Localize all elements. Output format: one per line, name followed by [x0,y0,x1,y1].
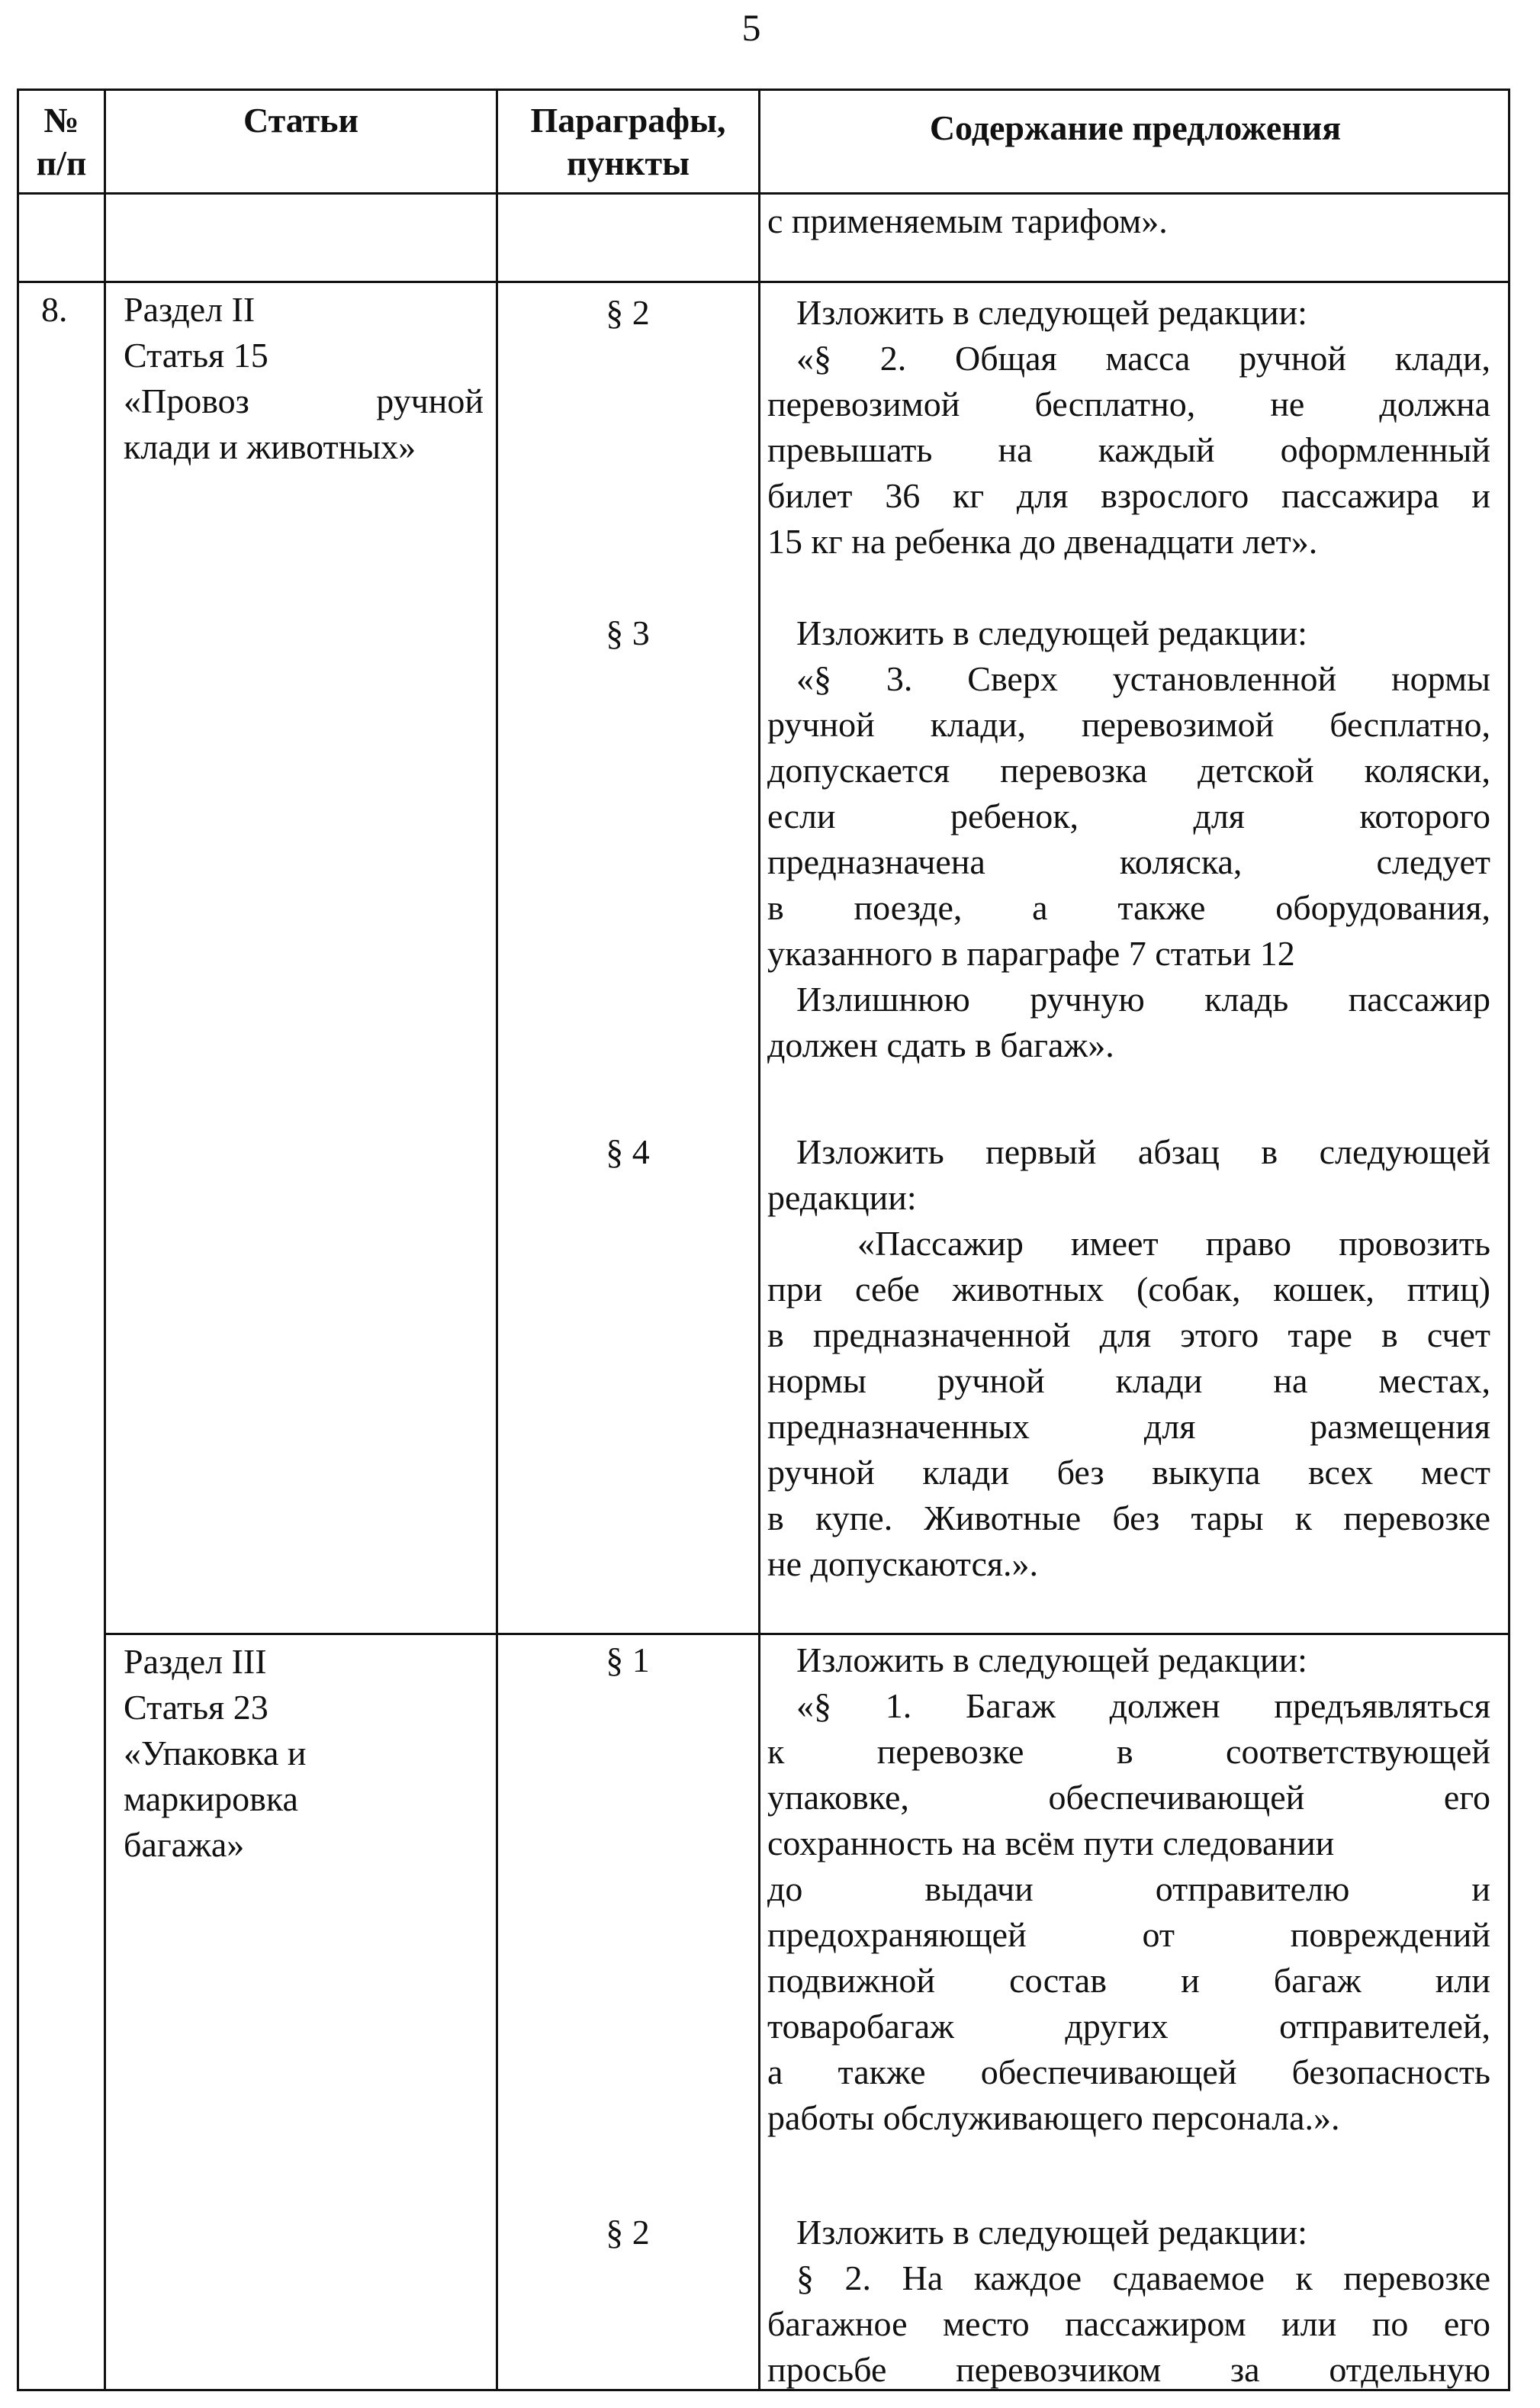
text-line: перевозимой бесплатно, не должна [767,385,1490,423]
column-divider-articles [496,89,498,2391]
article-15 [124,287,484,470]
proposal-text-art15-par3 [767,610,1490,1068]
article-23-line-2: Статья 23 [124,1688,268,1727]
text-line: Изложить в следующей редакции: [796,613,1307,652]
text-line: упаковке, обеспечивающей его [767,1778,1490,1817]
proposal-text-art15-par4 [767,1129,1490,1587]
header-paragraphs-line-1: Параграфы, [530,101,726,140]
header-articles-label: Статьи [243,101,358,140]
text-line: подвижной состав и багаж или [767,1961,1490,2000]
text-line: нормы ручной клади на местах, [767,1361,1490,1400]
proposal-text-art23-par2 [767,2210,1490,2393]
text-line: предназначена коляска, следует [767,842,1490,881]
page-number: 5 [741,6,761,49]
text-line: просьбе перевозчиком за отдельную [767,2350,1490,2389]
row-divider-8 [17,281,1510,283]
text-line: багажное место пассажиром или по его [767,2304,1490,2343]
article-23-line-5: багажа» [124,1825,245,1864]
paragraph-marker: § 1 [606,1640,650,1679]
header-articles [106,99,496,142]
text-line: ручной клади без выкупа всех мест [767,1453,1490,1492]
header-num-line-1: № [43,101,79,140]
text-line: 15 кг на ребенка до двенадцати лет». [767,522,1318,561]
article-15-line-1: Раздел II [124,290,256,329]
header-paragraphs-line-2: пункты [566,143,690,182]
header-content-label: Содержание предложения [929,108,1342,147]
text-line: превышать на каждый оформленный [767,430,1490,469]
text-line: ручной клади, перевозимой бесплатно, [767,705,1490,744]
paragraph-marker: § 2 [606,2213,650,2252]
article-23-line-4: маркировка [124,1779,298,1818]
text-line: товаробагаж других отправителей, [767,2007,1490,2046]
text-line: работы обслуживающего персонала.». [767,2098,1340,2137]
text-line: «§ 2. Общая масса ручной клади, [796,339,1490,378]
text-line: «Пассажир имеет право провозить [857,1224,1490,1263]
header-paragraphs [498,99,758,185]
text-line: редакции: [767,1178,917,1217]
article-15-line-2: Статья 15 [124,336,268,375]
column-divider-paragraphs [758,89,760,2391]
row-divider-article-23 [104,1633,1510,1635]
paragraph-marker: § 3 [606,613,650,652]
header-num [19,99,104,185]
text-line: Изложить в следующей редакции: [796,2213,1307,2252]
article-23 [124,1639,484,1868]
header-row-divider [17,192,1510,195]
text-line: предназначенных для размещения [767,1407,1490,1446]
text-line: в купе. Животные без тары к перевозке [767,1499,1490,1537]
text-line: к перевозке в соответствующей [767,1732,1490,1771]
text-line: а также обеспечивающей безопасность [767,2052,1490,2091]
text-line: Изложить в следующей редакции: [796,1640,1307,1679]
text-line: предохраняющей от повреждений [767,1915,1490,1954]
row-number: 8. [41,290,68,329]
proposal-text-art15-par2 [767,290,1490,565]
carry-over-text [767,198,1490,244]
header-num-line-2: п/п [36,143,87,182]
paragraph-marker: § 4 [606,1132,650,1171]
text-line: указанного в параграфе 7 статьи 12 [767,934,1295,973]
article-15-line-4: клади и животных» [124,427,416,466]
column-divider-num [104,89,106,2391]
text-line: при себе животных (собак, кошек, птиц) [767,1270,1490,1309]
carry-over-line: с применяемым тарифом». [767,201,1168,240]
text-line: до выдачи отправителю и [767,1869,1490,1908]
text-line: § 2. На каждое сдаваемое к перевозке [796,2258,1490,2297]
text-line: «§ 1. Багаж должен предъявляться [796,1686,1490,1725]
text-line: должен сдать в багаж». [767,1025,1114,1064]
text-line: Изложить в следующей редакции: [796,293,1307,332]
text-line: не допускаются.». [767,1544,1039,1583]
text-line: если ребенок, для которого [767,797,1490,835]
text-line: допускается перевозка детской коляски, [767,751,1490,790]
article-23-line-1: Раздел III [124,1642,267,1681]
text-line: билет 36 кг для взрослого пассажира и [767,476,1490,515]
text-line: Изложить первый абзац в следующей [796,1132,1490,1171]
text-line: сохранность на всём пути следовании [767,1824,1335,1862]
text-line: в поезде, а также оборудования, [767,888,1490,927]
text-line: в предназначенной для этого таре в счет [767,1315,1490,1354]
proposal-text-art23-par1 [767,1637,1490,2141]
paragraph-marker: § 2 [606,293,650,332]
header-content [760,107,1510,150]
article-15-line-3: «Провоз ручной [124,381,484,420]
text-line: «§ 3. Сверх установленной нормы [796,659,1490,698]
article-23-line-3: «Упаковка и [124,1734,307,1772]
text-line: Излишнюю ручную кладь пассажир [796,980,1490,1019]
